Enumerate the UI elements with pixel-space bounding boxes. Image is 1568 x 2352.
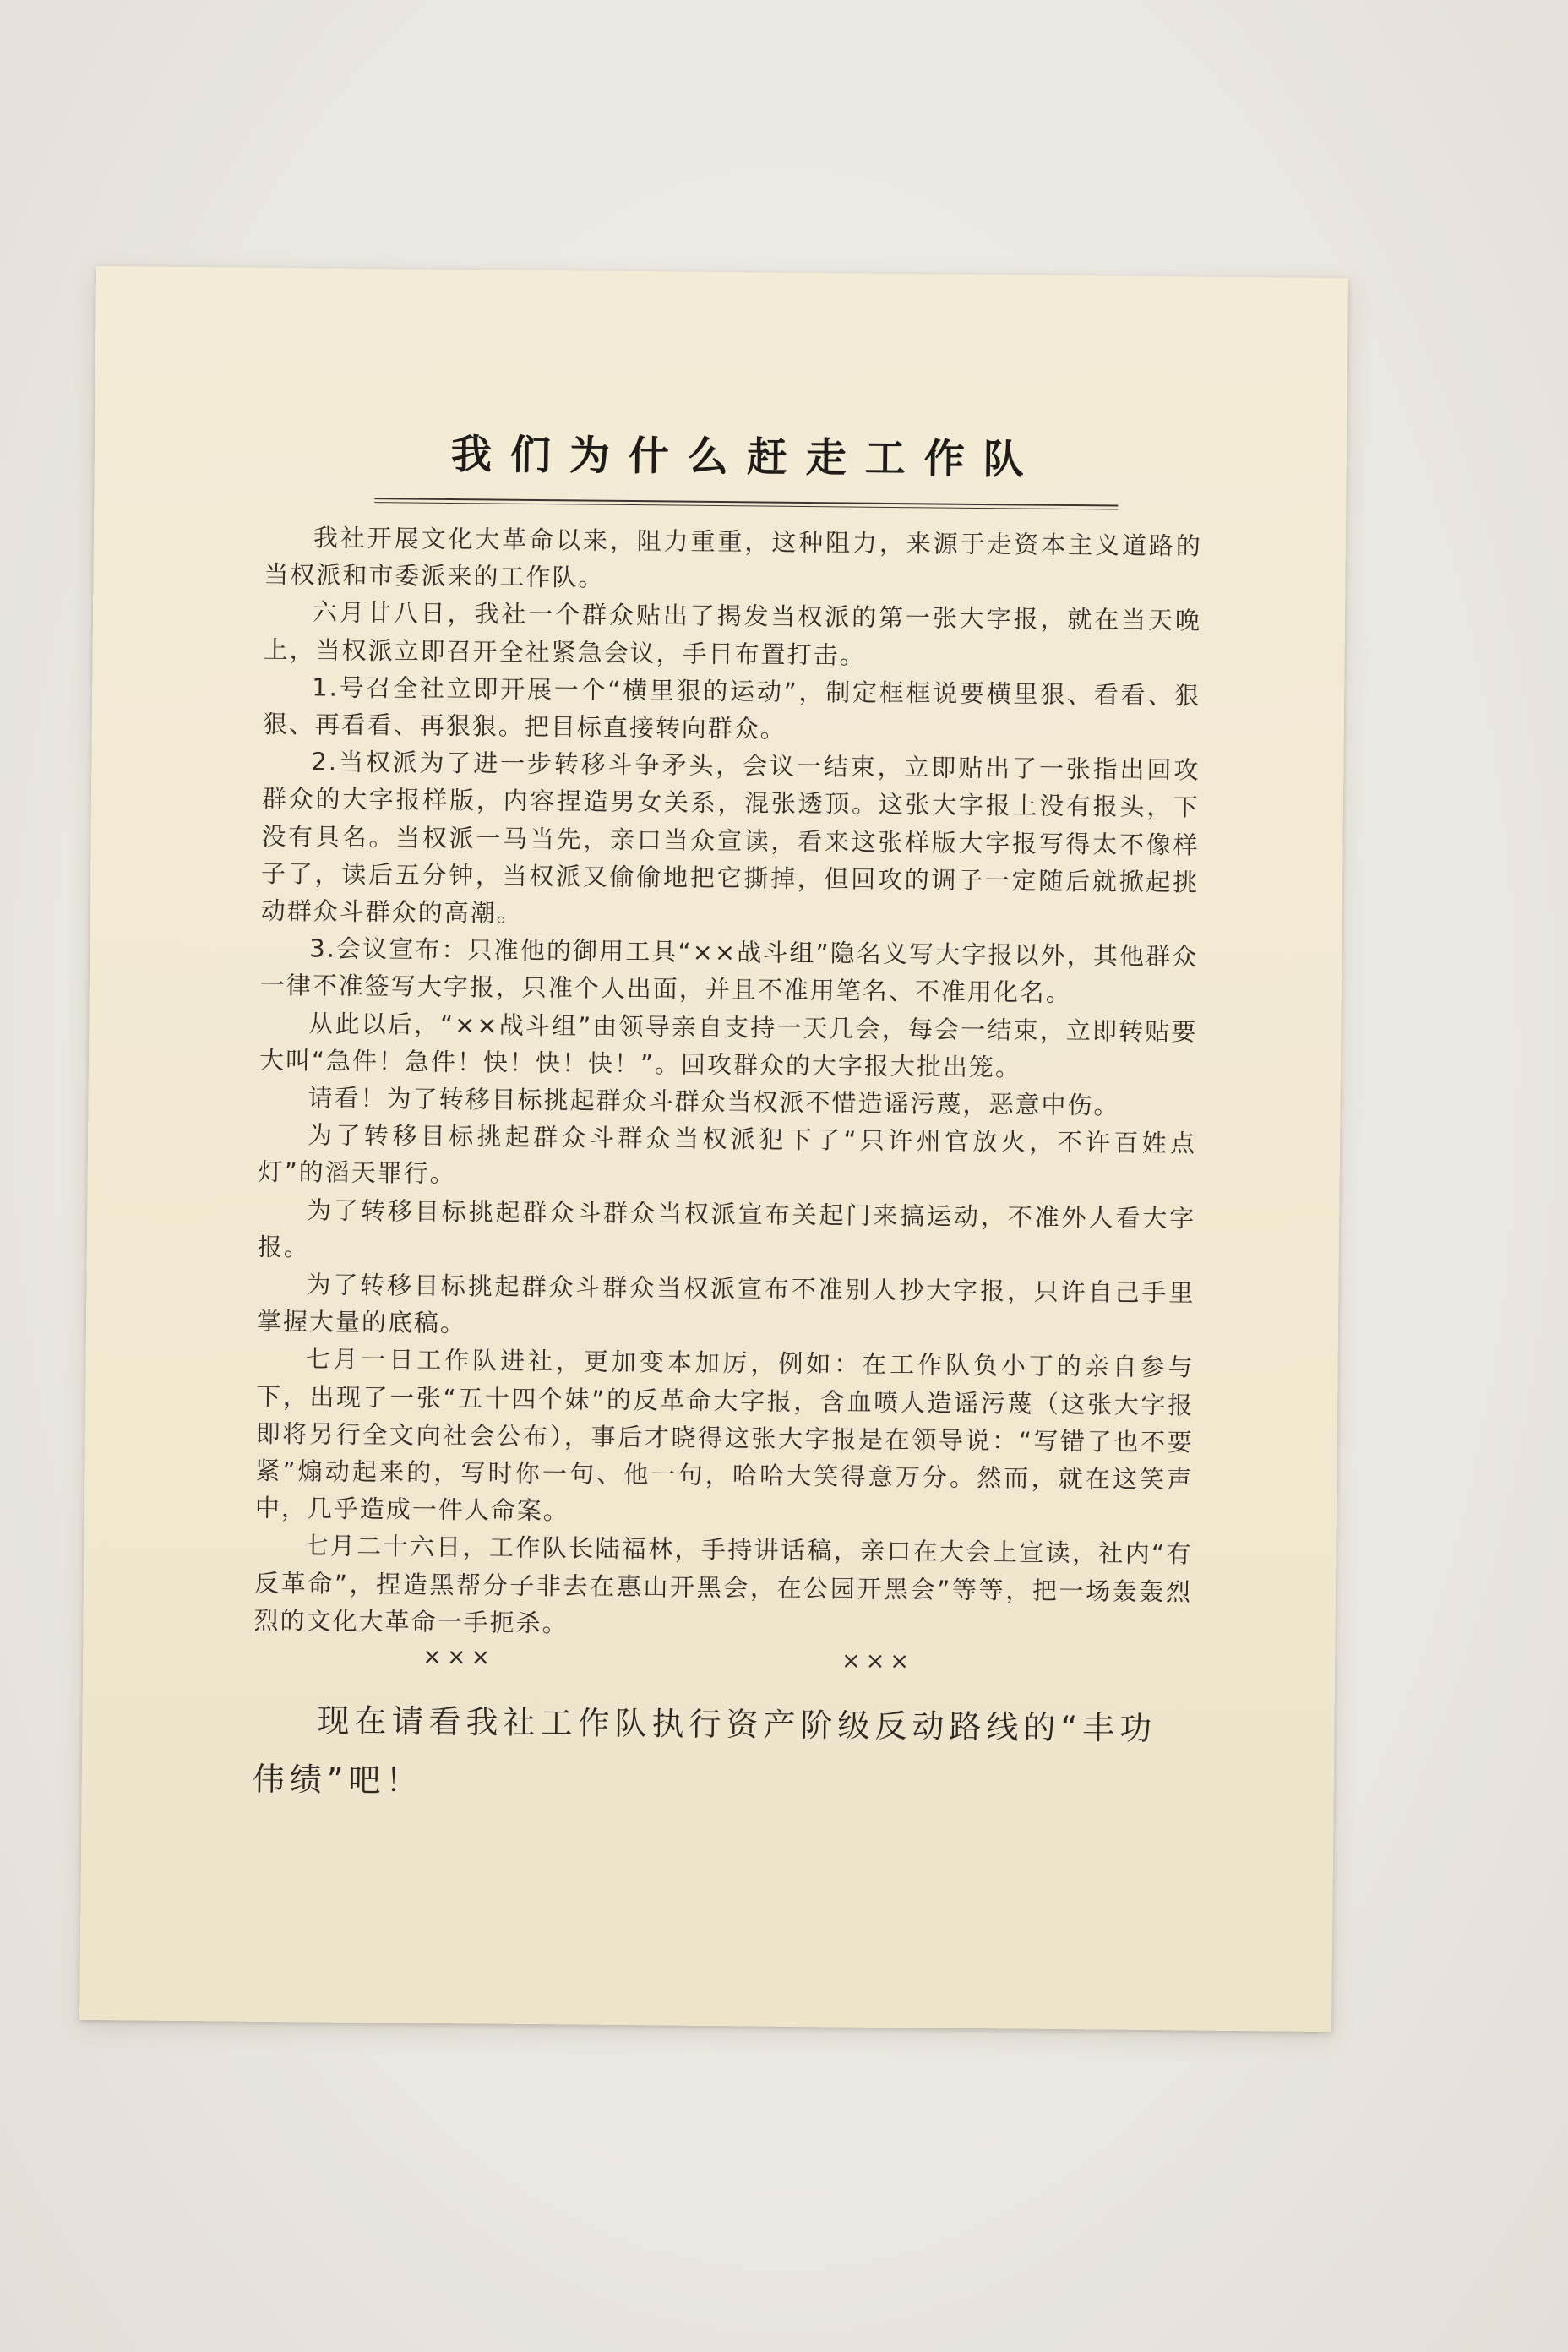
signature-right: ××× [841, 1647, 915, 1675]
closing-line: 现在请看我社工作队执行资产阶级反动路线的“丰功伟绩”吧！ [252, 1701, 1157, 1799]
paragraph-4: 2.当权派为了进一步转移斗争矛头，会议一结束，立即贴出了一张指出回攻群众的大字报样版，内容捏造男女关系，混张透顶。这张大字报上没有报头，下没有具名。当权派一马当先，亲口当众宣读，看来这张样版大字报写得太不像样子了，读后五分钟，当权派又偷偷地把它撕掉，但回攻的调子一定随后就掀起挑动群众斗群众的高潮。 [260, 747, 1200, 928]
paragraph-12: 七月二十六日，工作队长陆福林，手持讲话稿，亲口在大会上宣读，社内“有反革命”，捏造黑帮分子非去在惠山开黑会，在公园开黑会”等等，把一场轰轰烈烈的文化大革命一手扼杀。 [253, 1531, 1193, 1638]
paragraph-10: 为了转移目标挑起群众斗群众当权派宣布不准别人抄大字报，只许自己手里掌握大量的底稿。 [256, 1270, 1195, 1338]
paragraph-7: 请看！为了转移目标挑起群众斗群众当权派不惜造谣污蔑，恶意中伤。 [308, 1083, 1120, 1120]
paragraph-8: 为了转移目标挑起群众斗群众当权派犯下了“只许州官放火，不许百姓点灯”的滔天罪行。 [258, 1120, 1197, 1189]
document-body [253, 519, 1202, 1648]
paragraph-2: 六月廿八日，我社一个群众贴出了揭发当权派的第一张大字报，就在当天晚上，当权派立即召开全社紧急会议，手目布置打击。 [263, 597, 1202, 670]
paragraph-6: 从此以后，“××战斗组”由领导亲自支持一天几会，每会一结束，立即转贴要大叫“急件！急件！快！快！快！”。回攻群众的大字报大批出笼。 [259, 1009, 1198, 1082]
title-underline [374, 498, 1118, 509]
document-title: 我们为什么赶走工作队 [450, 430, 1043, 484]
paragraph-1: 我社开展文化大革命以来，阻力重重，这种阻力，来源于走资本主义道路的当权派和市委派来的工作队。 [264, 523, 1203, 592]
paragraph-11: 七月一日工作队进社，更加变本加厉，例如：在工作队负小丁的亲自参与下，出现了一张“五十四个妹”的反革命大字报，含血喷人造谣污蔑（这张大字报即将另行全文向社会公布），事后才晓得这张大字报是在领导说：“写错了也不要紧”煽动起来的，写时你一句、他一句，哈哈大笑得意万分。然而，就在这笑声中，几乎造成一件人命案。 [254, 1344, 1195, 1526]
signature-row [253, 1642, 1191, 1678]
document-sheet [79, 266, 1348, 2032]
paragraph-9: 为了转移目标挑起群众斗群众当权派宣布关起门来搞运动，不准外人看大字报。 [257, 1195, 1196, 1262]
paragraph-3: 1.号召全社立即开展一个“横里狠的运动”，制定框框说要横里狠、看看、狠狠、再看看、再狠狠。把目标直接转向群众。 [262, 672, 1201, 743]
paragraph-5: 3.会议宣布：只准他的御用工具“××战斗组”隐名义写大字报以外，其他群众一律不准签写大字报，只准个人出面，并且不准用笔名、不准用化名。 [259, 934, 1199, 1008]
signature-left: ××× [422, 1643, 496, 1671]
